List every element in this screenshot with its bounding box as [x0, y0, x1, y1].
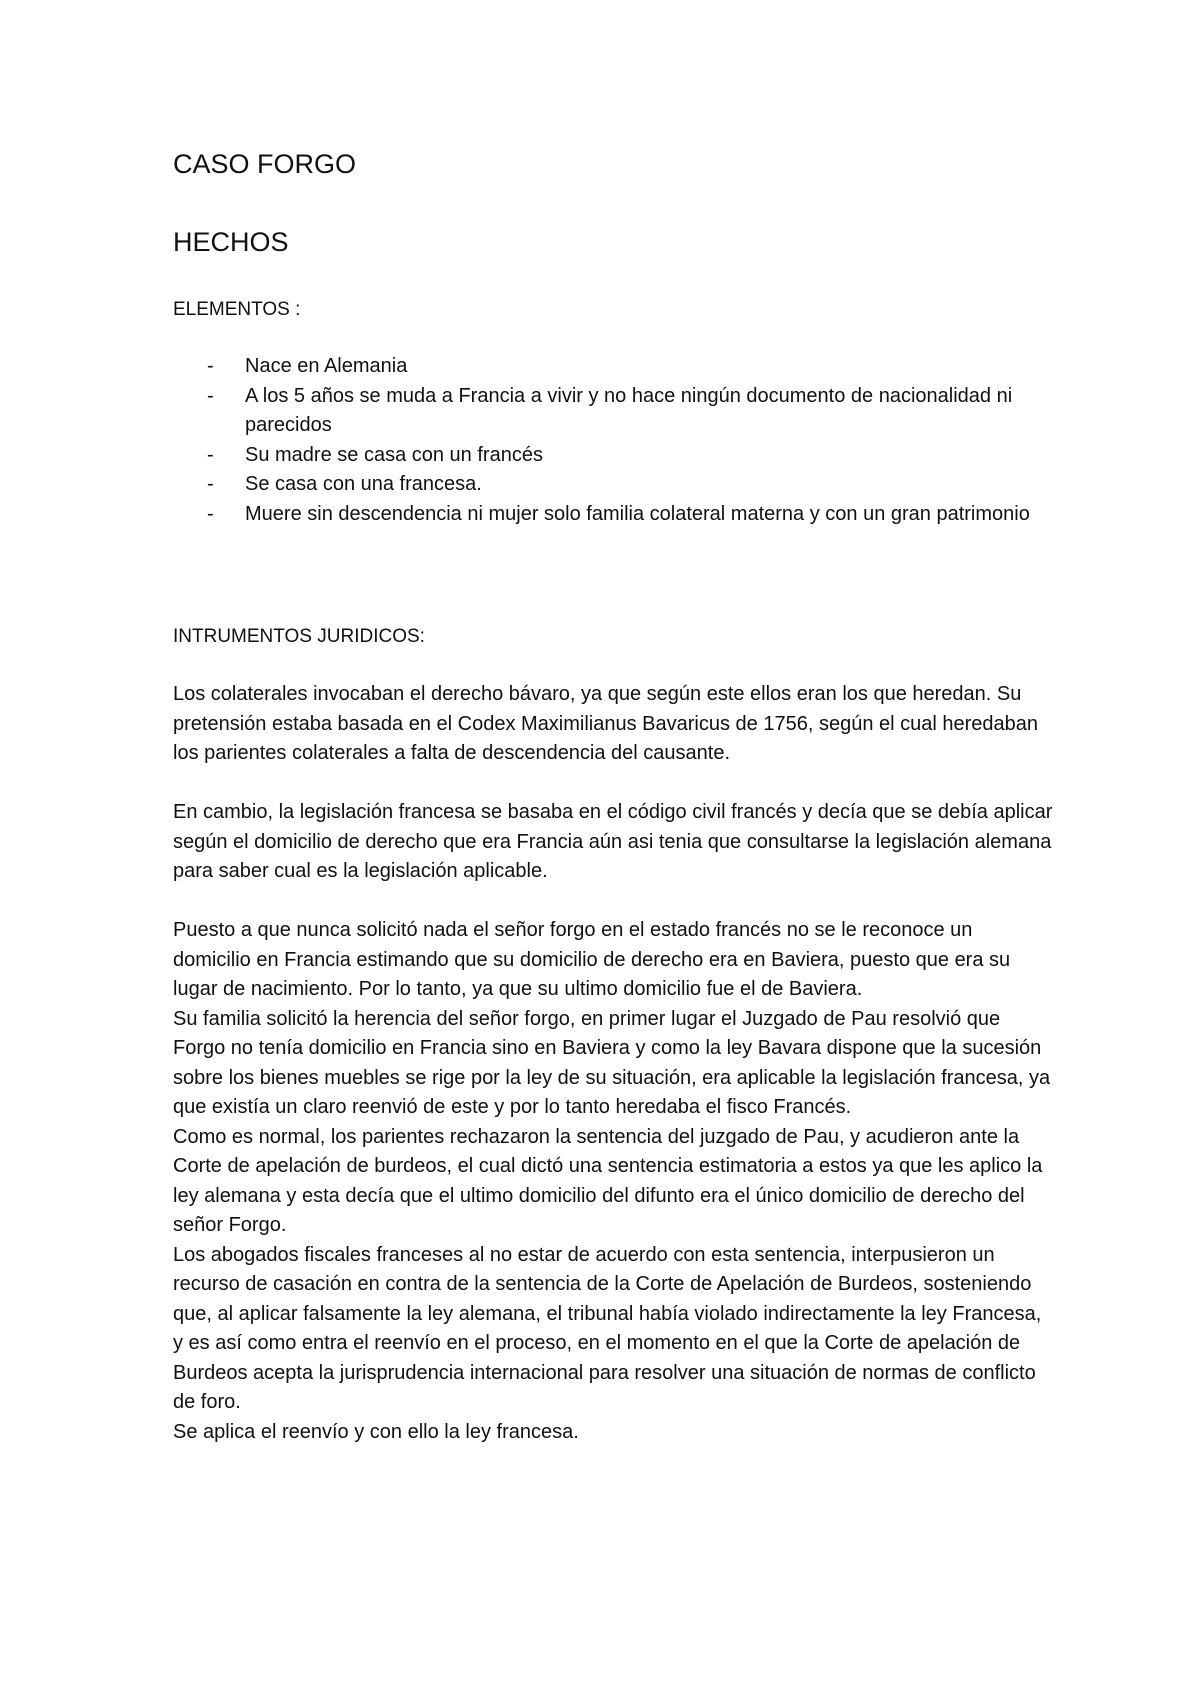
- instruments-label: INTRUMENTOS JURIDICOS:: [173, 626, 425, 647]
- list-item: [173, 441, 1053, 471]
- bullet-marker: -: [207, 355, 214, 377]
- bullet-marker: -: [207, 443, 214, 466]
- bullet-marker: -: [207, 473, 214, 495]
- list-item-text: Muere sin descendencia ni mujer solo familia colateral materna y con un gran patrimonio: [245, 502, 1030, 525]
- paragraph: Puesto a que nunca solicitó nada el señor forgo en el estado francés no se le reconoce un domicilio en Francia estimando que su domicilio de derecho era en Baviera, puesto que era su lugar de nacimiento. Por lo tanto, ya que su ultimo domicilio fue el de Baviera.: [173, 919, 1011, 1000]
- elements-label: ELEMENTOS :: [173, 299, 301, 320]
- paragraph: Su familia solicitó la herencia del señor forgo, en primer lugar el Juzgado de Pau resolvió que Forgo no tenía domicilio en Francia sino en Baviera y como la ley Bavara dispone que la sucesión sobre los bienes muebles se rige por la ley de su situación, era aplicable la legislación francesa, ya que existía un claro reenvió de este y por lo tanto heredaba el fisco Francés.: [173, 1007, 1051, 1118]
- list-item-text: Se casa con una francesa.: [245, 473, 482, 495]
- list-item-text: Su madre se casa con un francés: [245, 443, 543, 466]
- paragraph: Se aplica el reenvío y con ello la ley francesa.: [173, 1420, 579, 1443]
- bullet-marker: -: [207, 384, 214, 407]
- paragraph: Los abogados fiscales franceses al no estar de acuerdo con esta sentencia, interpusieron un recurso de casación en contra de la sentencia de la Corte de Apelación de Burdeos, sosteniendo que, al aplicar falsamente la ley alemana, el tribunal había violado indirectamente la ley Francesa, y es así como entra el reenvío en el proceso, en el momento en el que la Corte de apelación de Burdeos acepta la jurisprudencia internacional para resolver una situación de normas de conflicto de foro.: [173, 1243, 1042, 1413]
- list-item: [173, 352, 1053, 382]
- list-item: [173, 470, 1053, 500]
- paragraph-group-1: [173, 680, 1053, 769]
- paragraph-group-2: [173, 798, 1053, 887]
- list-item: [173, 500, 1053, 530]
- paragraph: En cambio, la legislación francesa se basaba en el código civil francés y decía que se debía aplicar según el domicilio de derecho que era Francia aún asi tenia que consultarse la legislación alemana para saber cual es la legislación aplicable.: [173, 801, 1053, 882]
- section-heading: HECHOS: [173, 227, 289, 257]
- list-item: [173, 382, 1053, 441]
- list-item-text: Nace en Alemania: [245, 355, 408, 377]
- paragraph: Los colaterales invocaban el derecho bávaro, ya que según este ellos eran los que heredan. Su pretensión estaba basada en el Codex Maximilianus Bavaricus de 1756, según el cual heredaban los parientes colaterales a falta de descendencia del causante.: [173, 683, 1039, 764]
- elements-list: [173, 352, 1053, 529]
- bullet-marker: -: [207, 502, 214, 525]
- paragraph-group-3: [173, 916, 1053, 1447]
- paragraph: Como es normal, los parientes rechazaron la sentencia del juzgado de Pau, y acudieron ante la Corte de apelación de burdeos, el cual dictó una sentencia estimatoria a estos ya que les aplico la ley alemana y esta decía que el ultimo domicilio del difunto era el único domicilio de derecho del señor Forgo.: [173, 1125, 1043, 1236]
- document-title: CASO FORGO: [173, 149, 357, 179]
- list-item-text: A los 5 años se muda a Francia a vivir y no hace ningún documento de nacionalidad ni parecidos: [245, 384, 1013, 436]
